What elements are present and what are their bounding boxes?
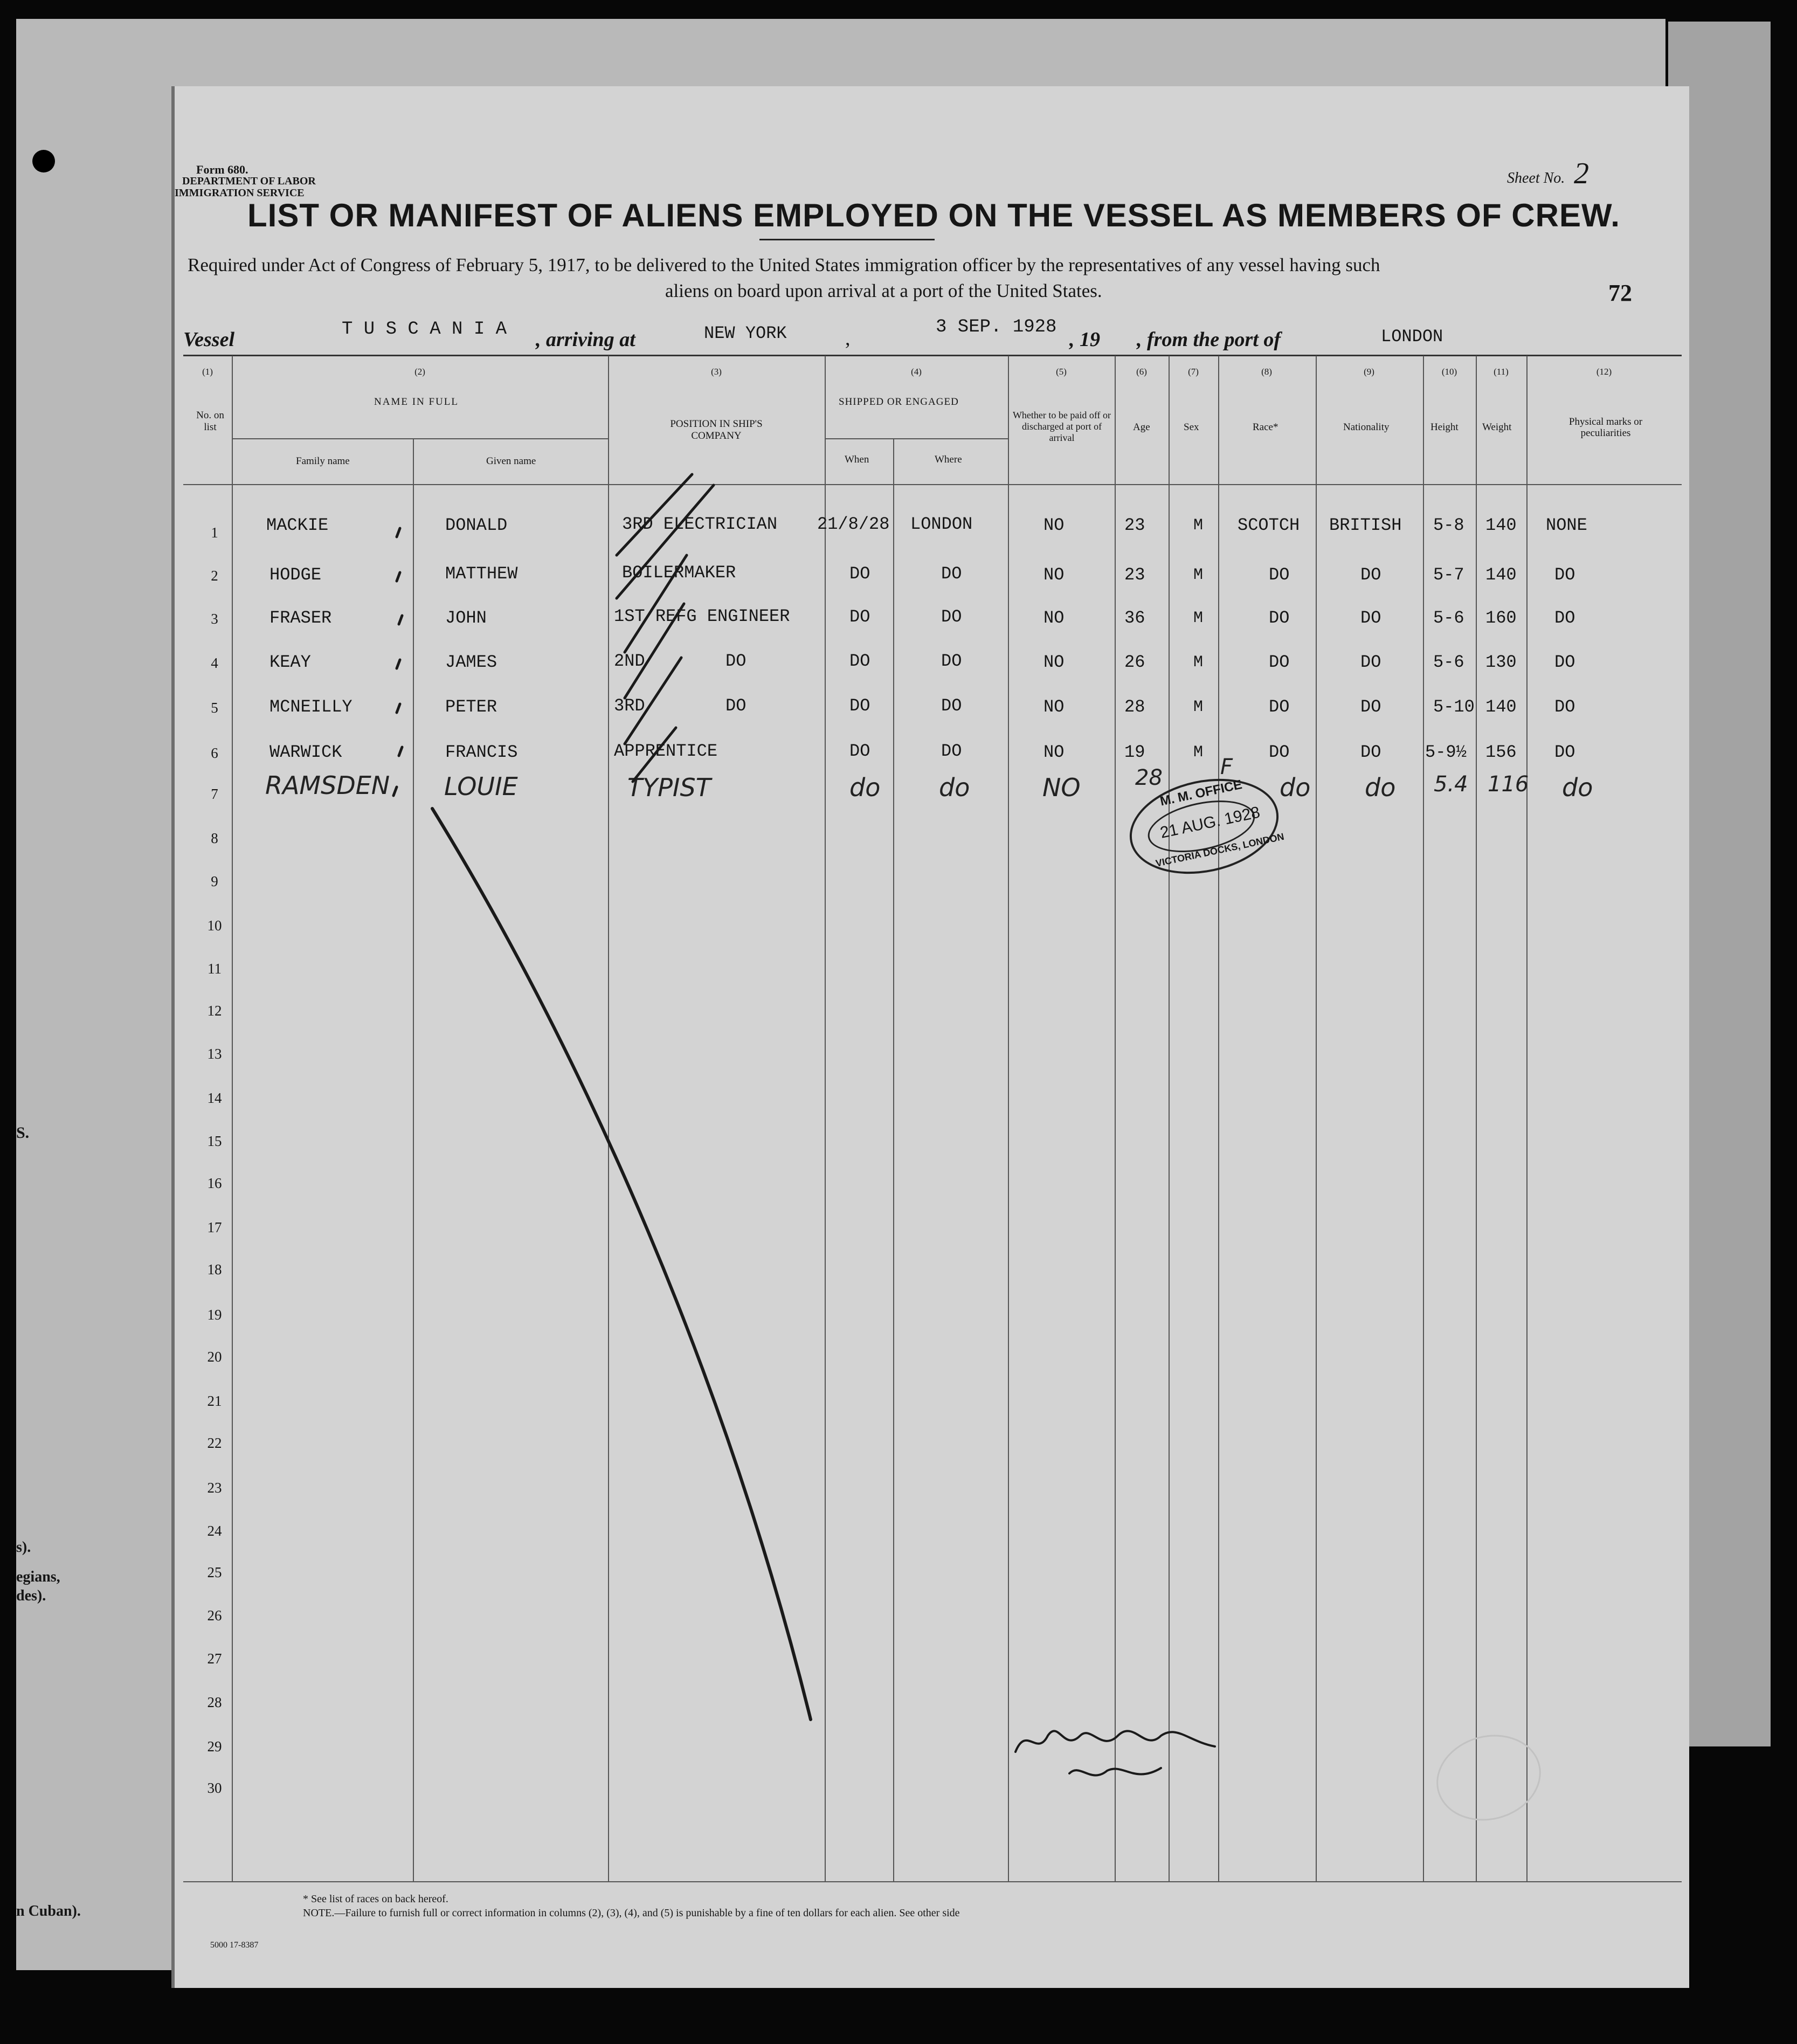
shipped-where: DO xyxy=(941,564,962,584)
age: 28 xyxy=(1124,697,1145,717)
header-where: Where xyxy=(935,454,962,465)
shipped-when-handwritten: do xyxy=(849,773,881,802)
row-number: 9 xyxy=(211,873,218,889)
given-name-handwritten: LOUIE xyxy=(444,772,518,801)
row-number: 25 xyxy=(207,1564,222,1580)
col-number: (11) xyxy=(1494,367,1509,377)
family-name: WARWICK xyxy=(269,742,342,762)
shipped-when: DO xyxy=(849,564,870,584)
paid-off-handwritten: NO xyxy=(1042,773,1081,802)
col-number: (5) xyxy=(1056,367,1067,377)
physical-marks: DO xyxy=(1554,742,1575,762)
height: 5-10 xyxy=(1433,697,1475,717)
family-name: HODGE xyxy=(269,565,322,585)
row-number: 15 xyxy=(207,1133,222,1149)
paid-off: NO xyxy=(1043,652,1065,672)
nationality: DO xyxy=(1360,565,1381,585)
handwritten-strokes xyxy=(175,86,1689,1988)
age: 36 xyxy=(1124,608,1145,628)
arriving-label: , arriving at xyxy=(536,328,635,351)
age-handwritten: 28 xyxy=(1135,765,1163,790)
sex: M xyxy=(1193,653,1204,672)
header-given-name: Given name xyxy=(486,455,536,467)
nationality: DO xyxy=(1360,697,1381,717)
shipped-where: DO xyxy=(941,607,962,627)
family-name: KEAY xyxy=(269,652,311,672)
year-label: , 19 xyxy=(1069,328,1100,351)
from-port: LONDON xyxy=(1381,327,1443,347)
race: DO xyxy=(1269,697,1290,717)
given-name: JOHN xyxy=(445,608,487,628)
age: 26 xyxy=(1124,652,1145,672)
family-name: MCNEILLY xyxy=(269,697,353,717)
nationality: BRITISH xyxy=(1329,515,1402,535)
given-name: DONALD xyxy=(445,515,508,535)
shipped-where: DO xyxy=(941,651,962,671)
weight: 130 xyxy=(1485,652,1517,672)
physical-marks: DO xyxy=(1554,565,1575,585)
stamp-bottom-text: VICTORIA DOCKS, LONDON xyxy=(1155,831,1285,869)
sheet-number: 2 xyxy=(1574,157,1589,190)
service-label: IMMIGRATION SERVICE xyxy=(175,187,305,199)
manifest-page xyxy=(171,86,1689,1988)
header-paid-off: Whether to be paid off or discharged at port of arrival xyxy=(1012,410,1111,443)
position-ditto: DO xyxy=(725,696,747,716)
height: 5-6 xyxy=(1433,652,1464,672)
row-number: 20 xyxy=(207,1349,222,1365)
race-handwritten: do xyxy=(1280,773,1311,802)
row-number: 14 xyxy=(207,1090,222,1106)
sheet-label: Sheet No. xyxy=(1507,170,1565,187)
height: 5-6 xyxy=(1433,608,1464,628)
header-no-on-list: No. on list xyxy=(196,410,224,433)
nationality: DO xyxy=(1360,652,1381,672)
given-name: JAMES xyxy=(445,652,497,672)
row-number: 30 xyxy=(207,1780,222,1796)
stamp-top-text: M. M. OFFICE xyxy=(1158,777,1243,809)
race: DO xyxy=(1269,652,1290,672)
sex: M xyxy=(1193,609,1204,627)
weight: 140 xyxy=(1485,697,1517,717)
height: 5-7 xyxy=(1433,565,1464,585)
margin-fragment: s). xyxy=(16,1539,31,1556)
header-sex: Sex xyxy=(1184,422,1199,433)
department-label: DEPARTMENT OF LABOR xyxy=(182,175,316,187)
shipped-where: DO xyxy=(941,696,962,716)
vessel-label: Vessel xyxy=(183,328,234,351)
subtitle-line-1: Required under Act of Congress of February 5, 1917, to be delivered to the United States immigration officer by the representatives of any vessel having such xyxy=(188,254,1380,275)
race: DO xyxy=(1269,742,1290,762)
arriving-port: NEW YORK xyxy=(704,323,787,343)
stamp-date: 21 AUG. 1928 xyxy=(1158,803,1262,842)
footnote-penalty: NOTE.—Failure to furnish full or correct information in columns (2), (3), (4), and (5) is punishable by a fine of ten dollars for each alien. See other side xyxy=(303,1907,960,1919)
col-number: (12) xyxy=(1596,367,1612,377)
position: APPRENTICE xyxy=(614,741,718,761)
physical-marks: NONE xyxy=(1546,515,1587,535)
row-number: 17 xyxy=(207,1219,222,1235)
position: BOILERMAKER xyxy=(622,563,736,583)
date-stamp: 3 SEP. 1928 xyxy=(936,317,1057,337)
sex: M xyxy=(1193,566,1204,584)
weight-handwritten: 116 xyxy=(1488,772,1529,797)
footnote-races: * See list of races on back hereof. xyxy=(303,1893,448,1905)
row-number: 6 xyxy=(211,745,218,761)
print-code: 5000 17-8387 xyxy=(210,1941,259,1950)
row-number: 27 xyxy=(207,1651,222,1667)
position: 1ST REFG ENGINEER xyxy=(614,606,790,626)
col-number: (4) xyxy=(911,367,922,377)
col-number: (6) xyxy=(1136,367,1147,377)
position: 2ND xyxy=(614,651,645,671)
row-number: 28 xyxy=(207,1694,222,1710)
row-number: 24 xyxy=(207,1523,222,1539)
physical-marks-handwritten: do xyxy=(1562,773,1593,802)
position-handwritten: TYPIST xyxy=(627,773,711,802)
row-number: 13 xyxy=(207,1046,222,1062)
col-number: (9) xyxy=(1364,367,1374,377)
nationality: DO xyxy=(1360,608,1381,628)
row-number: 1 xyxy=(211,524,218,541)
height: 5-9½ xyxy=(1425,742,1467,762)
col-number: (3) xyxy=(711,367,722,377)
paid-off: NO xyxy=(1043,515,1065,535)
row-number: 29 xyxy=(207,1738,222,1755)
physical-marks: DO xyxy=(1554,697,1575,717)
given-name: MATTHEW xyxy=(445,564,518,584)
row-number: 21 xyxy=(207,1393,222,1409)
header-physical-marks: Physical marks or peculiarities xyxy=(1568,416,1643,439)
row-number: 7 xyxy=(211,786,218,802)
header-age: Age xyxy=(1133,422,1150,433)
header-family-name: Family name xyxy=(296,455,350,467)
weight: 140 xyxy=(1485,515,1517,535)
page-title: LIST OR MANIFEST OF ALIENS EMPLOYED ON THE VESSEL AS MEMBERS OF CREW. xyxy=(247,197,1620,233)
height: 5-8 xyxy=(1433,515,1464,535)
sex: M xyxy=(1193,743,1204,762)
header-when: When xyxy=(845,454,869,465)
weight: 160 xyxy=(1485,608,1517,628)
margin-fragment: egians, xyxy=(16,1569,60,1585)
paid-off: NO xyxy=(1043,697,1065,717)
weight: 156 xyxy=(1485,742,1517,762)
row-number: 23 xyxy=(207,1480,222,1496)
shipped-where: LONDON xyxy=(910,514,973,534)
col-number: (2) xyxy=(414,367,425,377)
header-nationality: Nationality xyxy=(1343,422,1390,433)
shipped-when: DO xyxy=(849,696,870,716)
row-number: 12 xyxy=(207,1003,222,1019)
header-name-in-full: NAME IN FULL xyxy=(374,396,459,408)
physical-marks: DO xyxy=(1554,652,1575,672)
margin-fragment: n Cuban). xyxy=(16,1903,81,1919)
height-handwritten: 5.4 xyxy=(1434,772,1468,797)
paid-off: NO xyxy=(1043,608,1065,628)
shipped-when: DO xyxy=(849,607,870,627)
position: 3RD xyxy=(614,696,645,716)
given-name: FRANCIS xyxy=(445,742,518,762)
sex: M xyxy=(1193,698,1204,716)
age: 23 xyxy=(1124,565,1145,585)
row-number: 8 xyxy=(211,830,218,846)
age: 23 xyxy=(1124,515,1145,535)
row-number: 22 xyxy=(207,1435,222,1451)
nationality: DO xyxy=(1360,742,1381,762)
col-number: (1) xyxy=(202,367,213,377)
position-ditto: DO xyxy=(725,651,747,671)
row-number: 4 xyxy=(211,655,218,671)
header-weight: Weight xyxy=(1482,422,1512,433)
paid-off: NO xyxy=(1043,742,1065,762)
family-name: MACKIE xyxy=(266,515,329,535)
row-number: 5 xyxy=(211,700,218,716)
physical-marks: DO xyxy=(1554,608,1575,628)
header-position: POSITION IN SHIP'S COMPANY xyxy=(670,418,763,441)
race: DO xyxy=(1269,565,1290,585)
shipped-where: DO xyxy=(941,741,962,761)
header-race: Race* xyxy=(1253,422,1278,433)
vessel-name: T U S C A N I A xyxy=(342,319,507,340)
shipped-when: DO xyxy=(849,651,870,671)
header-shipped-or-engaged: SHIPPED OR ENGAGED xyxy=(839,396,959,408)
race: SCOTCH xyxy=(1238,515,1300,535)
punch-hole xyxy=(32,150,55,172)
shipped-where-handwritten: do xyxy=(939,773,970,802)
race: DO xyxy=(1269,608,1290,628)
age: 19 xyxy=(1124,742,1145,762)
row-number: 3 xyxy=(211,611,218,627)
col-number: (8) xyxy=(1261,367,1272,377)
row-number: 11 xyxy=(208,961,222,977)
position: 3RD ELECTRICIAN xyxy=(622,514,778,534)
page-number: 72 xyxy=(1608,280,1632,306)
row-number: 26 xyxy=(207,1607,222,1624)
sex: M xyxy=(1193,516,1204,535)
shipped-when: 21/8/28 xyxy=(817,514,890,534)
col-number: (10) xyxy=(1441,367,1457,377)
comma: , xyxy=(845,327,851,350)
row-number: 19 xyxy=(207,1307,222,1323)
row-number: 16 xyxy=(207,1175,222,1191)
header-height: Height xyxy=(1430,422,1459,433)
sex-handwritten: F xyxy=(1220,755,1233,779)
row-number: 2 xyxy=(211,568,218,584)
weight: 140 xyxy=(1485,565,1517,585)
paid-off: NO xyxy=(1043,565,1065,585)
subtitle-line-2: aliens on board upon arrival at a port of the United States. xyxy=(665,280,1102,301)
row-number: 18 xyxy=(207,1261,222,1278)
given-name: PETER xyxy=(445,697,497,717)
form-number: Form 680. xyxy=(196,163,248,176)
shipped-when: DO xyxy=(849,741,870,761)
family-name-handwritten: RAMSDEN xyxy=(265,771,390,800)
col-number: (7) xyxy=(1188,367,1199,377)
row-number: 10 xyxy=(207,917,222,934)
margin-fragment: S. xyxy=(16,1124,30,1142)
margin-fragment: des). xyxy=(16,1587,46,1604)
family-name: FRASER xyxy=(269,608,332,628)
from-label: , from the port of xyxy=(1137,328,1281,351)
nationality-handwritten: do xyxy=(1365,773,1396,802)
